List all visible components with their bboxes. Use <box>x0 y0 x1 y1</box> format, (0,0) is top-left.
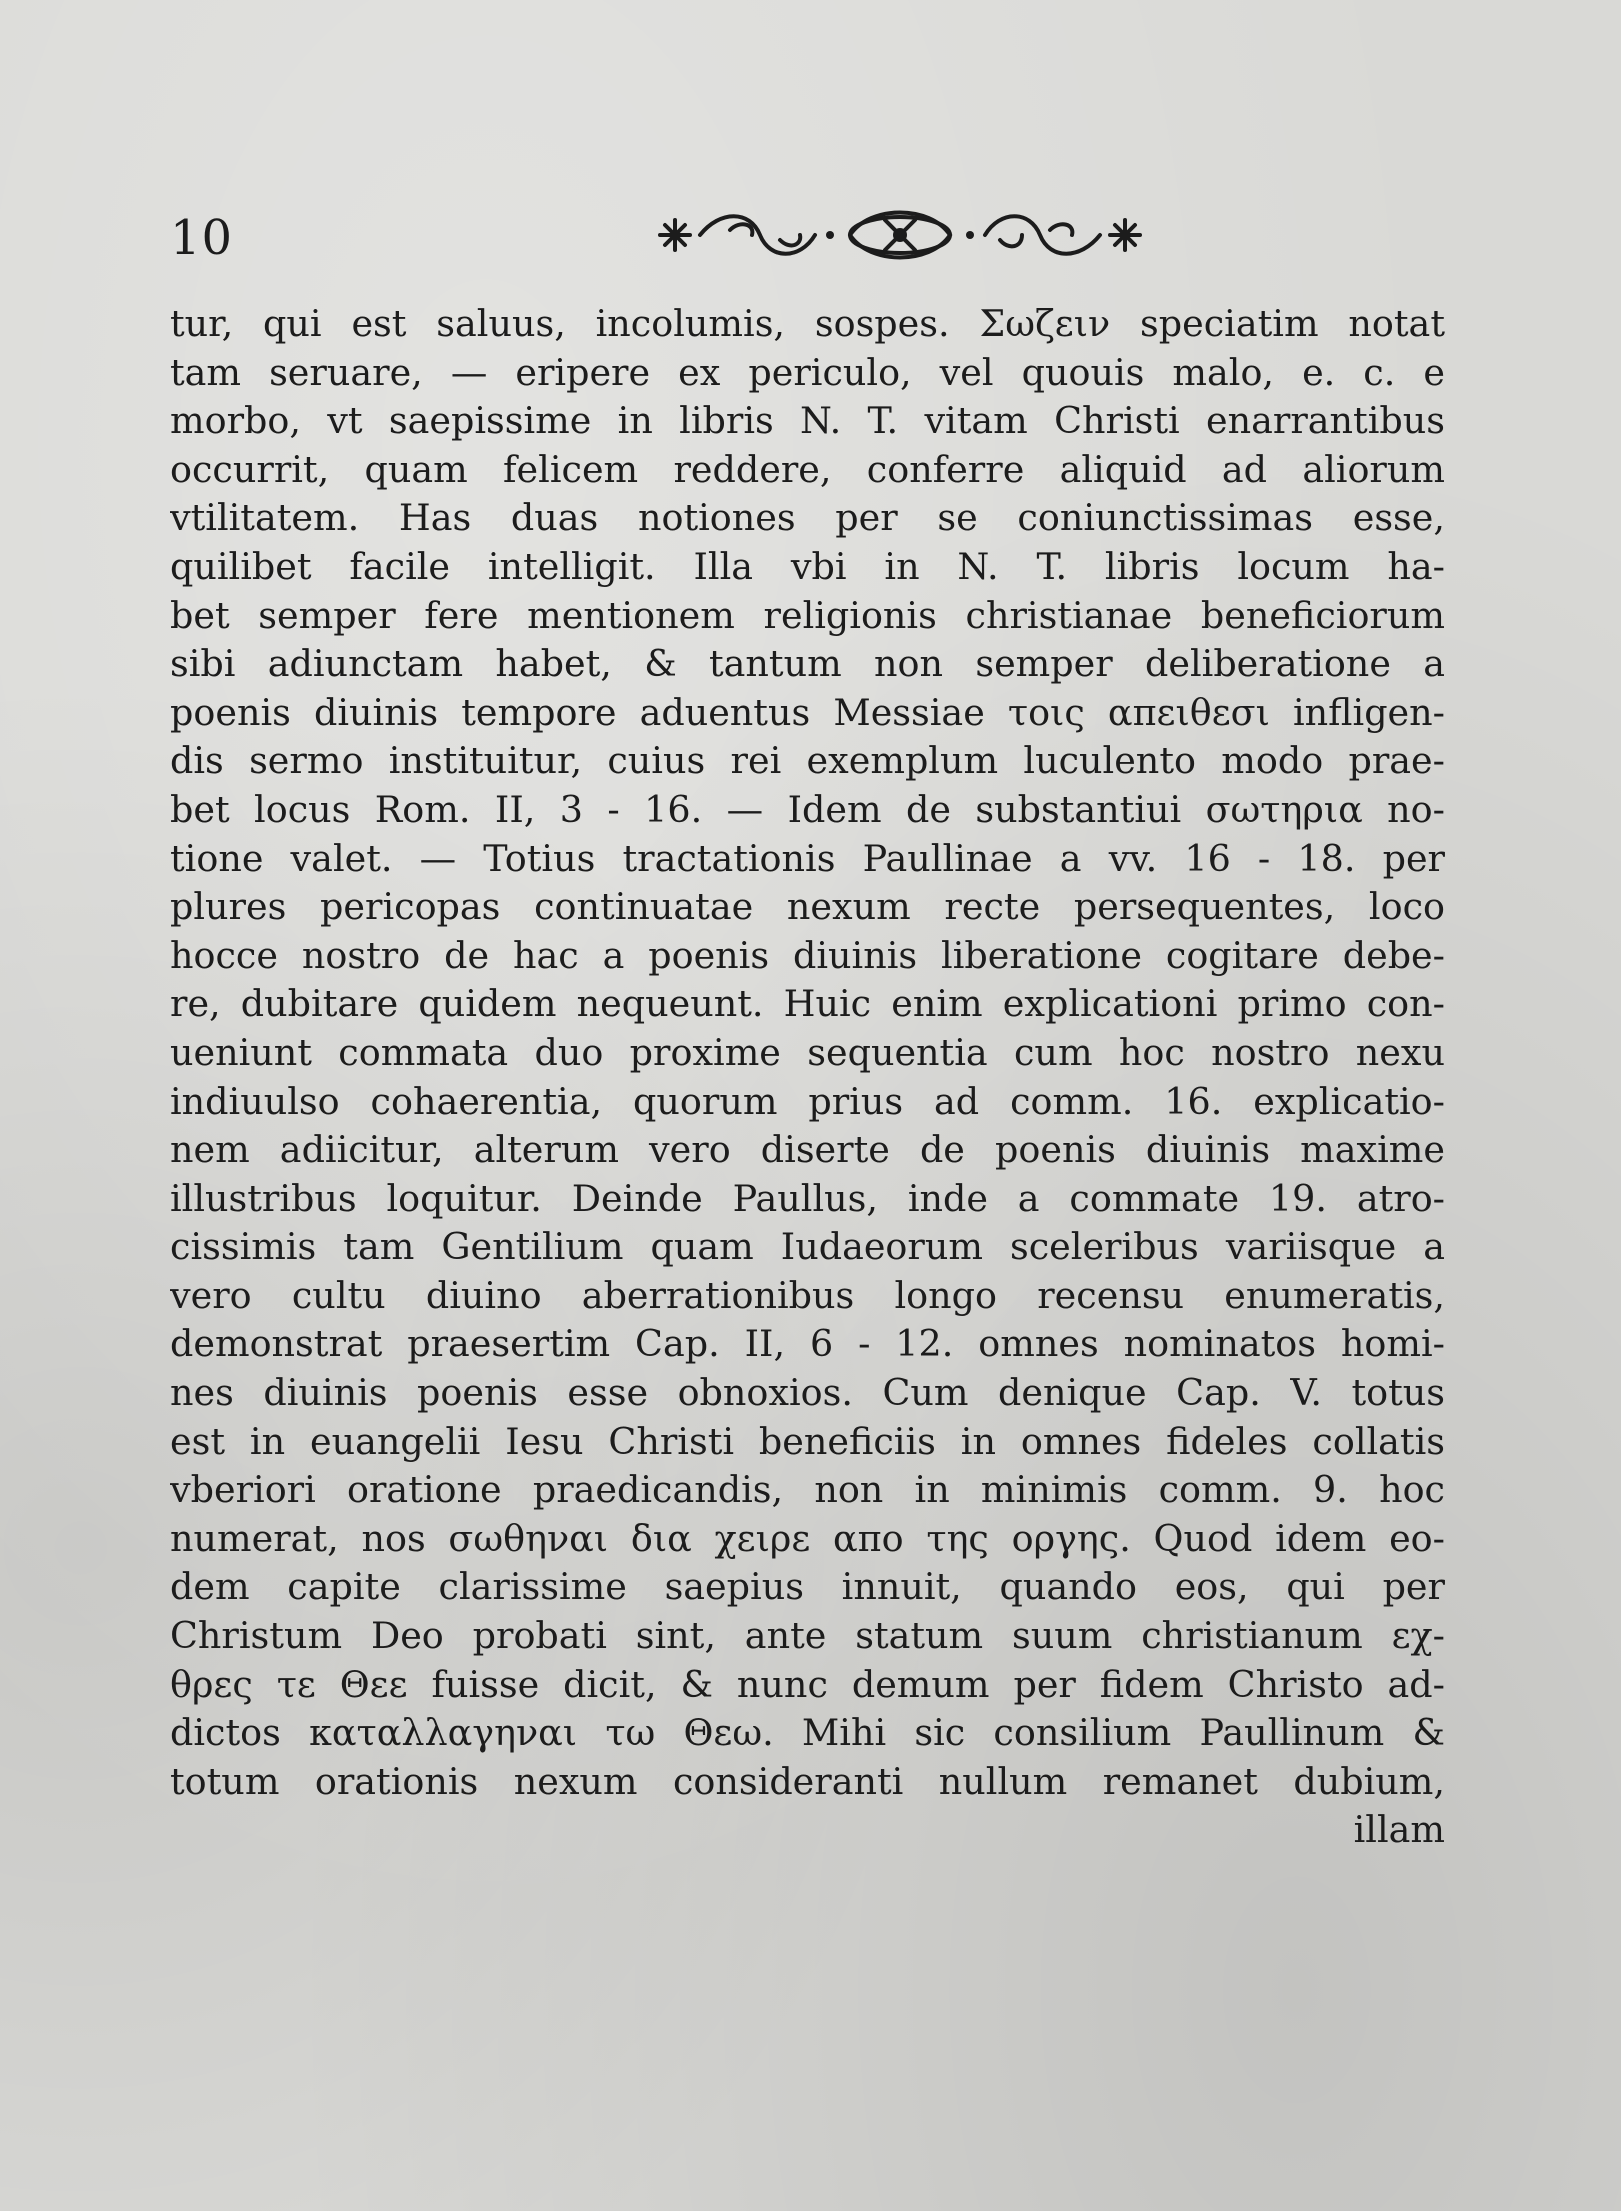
text-line: indiuulso cohaerentia, quorum prius ad comm. 16. explicatio- <box>170 1079 1445 1123</box>
text-line: est in euangelii Iesu Christi beneficiis in omnes fideles collatis <box>170 1419 1445 1463</box>
body-text <box>170 300 1445 1855</box>
header-ornament-icon <box>630 190 1170 280</box>
text-line: dictos καταλλαγηναι τω Θεω. Mihi sic consilium Paullinum & <box>170 1711 1445 1755</box>
text-line: vberiori oratione praedicandis, non in minimis comm. 9. hoc <box>170 1468 1445 1512</box>
text-line: plures pericopas continuatae nexum recte persequentes, loco <box>170 885 1445 929</box>
text-line: totum orationis nexum consideranti nullum remanet dubium, <box>170 1759 1445 1803</box>
text-line: vtilitatem. Has duas notiones per se coniunctissimas esse, <box>170 496 1445 540</box>
text-line: poenis diuinis tempore aduentus Messiae τοις απειθεσι infligen- <box>170 690 1445 734</box>
text-line: vero cultu diuino aberrationibus longo recensu enumeratis, <box>170 1273 1445 1317</box>
text-line: illustribus loquitur. Deinde Paullus, inde a commate 19. atro- <box>170 1176 1445 1220</box>
page-number: 10 <box>170 210 234 266</box>
text-line: nem adiicitur, alterum vero diserte de poenis diuinis maxime <box>170 1128 1445 1172</box>
text-line: nes diuinis poenis esse obnoxios. Cum denique Cap. V. totus <box>170 1371 1445 1415</box>
text-line: occurrit, quam felicem reddere, conferre aliquid ad aliorum <box>170 447 1445 491</box>
text-line: sibi adiunctam habet, & tantum non semper deliberatione a <box>170 642 1445 686</box>
text-line: ueniunt commata duo proxime sequentia cum hoc nostro nexu <box>170 1030 1445 1074</box>
text-line: hocce nostro de hac a poenis diuinis liberatione cogitare debe- <box>170 933 1445 977</box>
text-line: re, dubitare quidem nequeunt. Huic enim explicationi primo con- <box>170 982 1445 1026</box>
text-line: tur, qui est saluus, incolumis, sospes. Σωζειν speciatim notat <box>170 302 1445 345</box>
text-line: θρες τε Θεε fuisse dicit, & nunc demum per fidem Christo ad- <box>170 1662 1445 1706</box>
text-line: tione valet. — Totius tractationis Paullinae a vv. 16 - 18. per <box>170 836 1445 880</box>
text-line: demonstrat praesertim Cap. II, 6 - 12. omnes nominatos homi- <box>170 1322 1445 1366</box>
text-line: quilibet facile intelligit. Illa vbi in N. T. libris locum ha- <box>170 544 1445 588</box>
page-header <box>170 190 1450 280</box>
text-line: dem capite clarissime saepius innuit, quando eos, qui per <box>170 1565 1445 1609</box>
text-line: tam seruare, — eripere ex periculo, vel quouis malo, e. c. e <box>170 350 1445 394</box>
text-line: morbo, vt saepissime in libris N. T. vitam Christi enarrantibus <box>170 399 1445 443</box>
catchword: illam <box>1353 1808 1445 1852</box>
text-line: cissimis tam Gentilium quam Iudaeorum sceleribus variisque a <box>170 1225 1445 1269</box>
text-line: bet locus Rom. II, 3 - 16. — Idem de substantiui σωτηρια no- <box>170 787 1445 831</box>
text-line: Christum Deo probati sint, ante statum suum christianum εχ- <box>170 1614 1445 1658</box>
text-line: dis sermo instituitur, cuius rei exemplum luculento modo prae- <box>170 739 1445 783</box>
text-line: bet semper fere mentionem religionis christianae beneficiorum <box>170 593 1445 637</box>
text-line: numerat, nos σωθηναι δια χειρε απο της οργης. Quod idem eo- <box>170 1516 1445 1560</box>
